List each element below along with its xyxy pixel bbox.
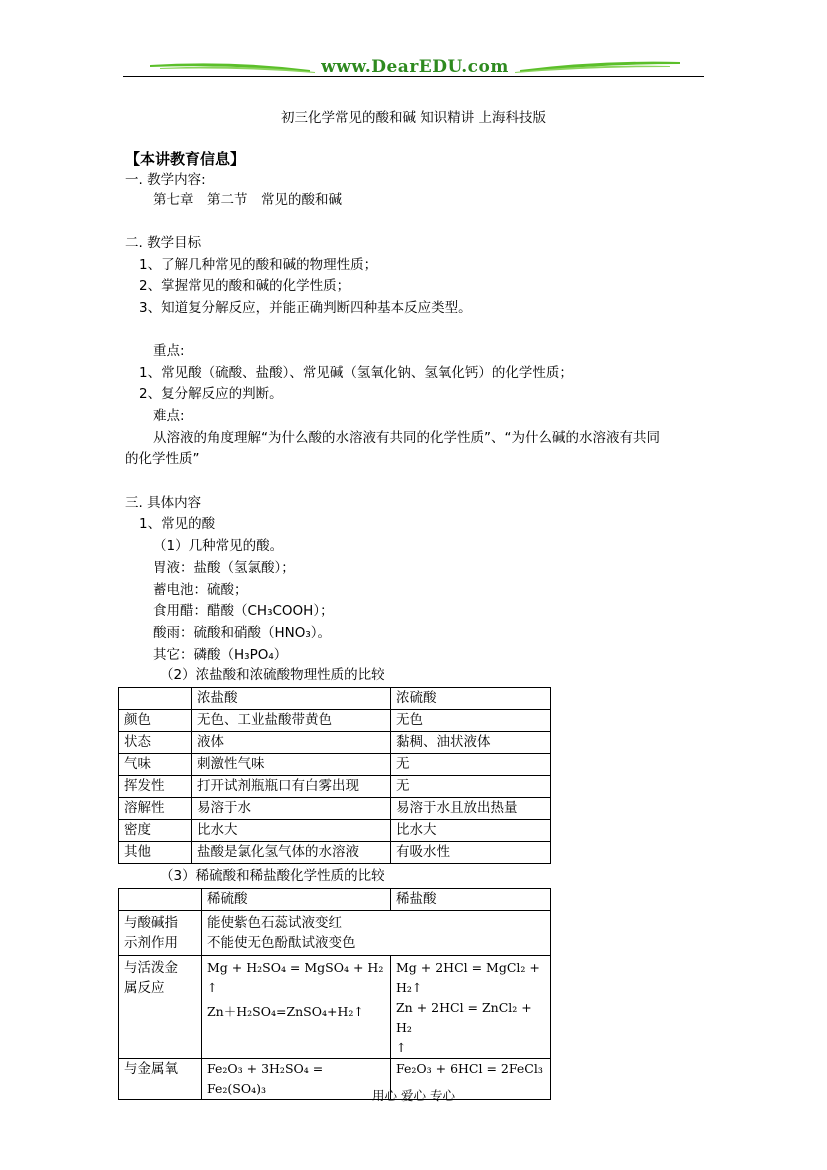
row-label: 与酸碱指 bbox=[124, 915, 178, 931]
key-point-1: 1、常见酸（硫酸、盐酸）、常见碱（氢氧化钠、氢氧化钙）的化学性质； bbox=[139, 365, 573, 381]
table-row bbox=[119, 732, 551, 754]
table-cell: 液体 bbox=[192, 732, 391, 754]
goal-1: 1、了解几种常见的酸和碱的物理性质； bbox=[139, 257, 378, 273]
acid-line-2: 蓄电池：硫酸； bbox=[153, 582, 248, 598]
equation: Zn + 2HCl = ZnCl₂ + H₂ bbox=[396, 1000, 532, 1035]
page-footer: 用心 爱心 专心 bbox=[372, 1088, 455, 1103]
item-3: （3）稀硫酸和稀盐酸化学性质的比较 bbox=[160, 868, 385, 884]
table-cell bbox=[119, 889, 202, 911]
s1-heading: 一. 教学内容: bbox=[125, 172, 206, 188]
table-cell: 打开试剂瓶瓶口有白雾出现 bbox=[192, 776, 391, 798]
chemical-properties-table bbox=[118, 888, 551, 1100]
key-point-2: 2、复分解反应的判断。 bbox=[139, 386, 283, 402]
site-name: www.DearEDU.com bbox=[321, 57, 509, 77]
table-cell: 无 bbox=[391, 754, 551, 776]
section-title: 【本讲教育信息】 bbox=[125, 150, 246, 168]
table-header-row bbox=[119, 688, 551, 710]
table-row bbox=[119, 842, 551, 864]
row-label: 示剂作用 bbox=[124, 935, 178, 951]
table-cell: 黏稠、油状液体 bbox=[391, 732, 551, 754]
table-cell: 挥发性 bbox=[119, 776, 192, 798]
acid-line-5: 其它：磷酸（H₃PO₄） bbox=[153, 647, 288, 663]
table-cell: 有吸水性 bbox=[391, 842, 551, 864]
row-label: 属反应 bbox=[124, 980, 165, 996]
table-cell: 溶解性 bbox=[119, 798, 192, 820]
table-cell: 稀硫酸 bbox=[202, 889, 391, 911]
table-cell: 盐酸是氯化氢气体的水溶液 bbox=[192, 842, 391, 864]
table-cell bbox=[119, 911, 202, 956]
table-cell bbox=[119, 688, 192, 710]
equation: Mg + 2HCl = MgCl₂ + bbox=[396, 960, 540, 975]
table-cell: 比水大 bbox=[192, 820, 391, 842]
table-cell bbox=[119, 956, 202, 1059]
table-cell: 状态 bbox=[119, 732, 192, 754]
table-cell: 气味 bbox=[119, 754, 192, 776]
physical-properties-table bbox=[118, 687, 551, 864]
table-cell: Fe₂O₃ + 3H₂SO₄ = Fe₂(SO₄)₃ bbox=[202, 1059, 391, 1100]
document-title: 初三化学常见的酸和碱 知识精讲 上海科技版 bbox=[280, 110, 547, 126]
site-banner bbox=[150, 56, 680, 78]
indicator-text: 能使紫色石蕊试液变红 bbox=[207, 915, 342, 931]
table-cell: 无 bbox=[391, 776, 551, 798]
table-row bbox=[119, 956, 551, 1059]
table-cell: 其他 bbox=[119, 842, 192, 864]
table-cell: 易溶于水 bbox=[192, 798, 391, 820]
table-cell: 与金属氧 bbox=[119, 1059, 202, 1100]
table-cell: 浓硫酸 bbox=[391, 688, 551, 710]
table-cell: 易溶于水且放出热量 bbox=[391, 798, 551, 820]
item-2: （2）浓盐酸和浓硫酸物理性质的比较 bbox=[160, 667, 385, 683]
table-cell: 浓盐酸 bbox=[192, 688, 391, 710]
table-cell: 无色、工业盐酸带黄色 bbox=[192, 710, 391, 732]
key-points-label: 重点: bbox=[153, 343, 185, 359]
table-cell bbox=[202, 911, 551, 956]
table-cell: 刺激性气味 bbox=[192, 754, 391, 776]
table-header-row bbox=[119, 889, 551, 911]
table-cell: 比水大 bbox=[391, 820, 551, 842]
item-1: （1）几种常见的酸。 bbox=[153, 538, 284, 554]
table-row bbox=[119, 710, 551, 732]
equation: H₂↑ bbox=[396, 980, 423, 995]
difficulty-line-1: 从溶液的角度理解“为什么酸的水溶液有共同的化学性质”、“为什么碱的水溶液有共同 bbox=[153, 430, 660, 446]
table-row bbox=[119, 754, 551, 776]
acid-line-1: 胃液：盐酸（氢氯酸）； bbox=[153, 560, 295, 576]
table-row bbox=[119, 776, 551, 798]
common-acids-heading: 1、常见的酸 bbox=[139, 516, 216, 532]
table-cell: 稀盐酸 bbox=[391, 889, 551, 911]
equation: ↑ bbox=[396, 1040, 407, 1055]
acid-line-3: 食用醋：醋酸（CH₃COOH）； bbox=[153, 603, 334, 619]
table-row bbox=[119, 820, 551, 842]
header-rule bbox=[123, 76, 704, 77]
table-row bbox=[119, 911, 551, 956]
s1-body: 第七章 第二节 常见的酸和碱 bbox=[153, 192, 342, 208]
table-cell: 无色 bbox=[391, 710, 551, 732]
equation: Zn＋H₂SO₄=ZnSO₄+H₂↑ bbox=[207, 1004, 364, 1019]
goal-3: 3、知道复分解反应，并能正确判断四种基本反应类型。 bbox=[139, 300, 472, 316]
goal-2: 2、掌握常见的酸和碱的化学性质； bbox=[139, 278, 351, 294]
table-cell bbox=[202, 956, 391, 1059]
table-cell bbox=[391, 956, 551, 1059]
equation: ↑ bbox=[207, 980, 218, 995]
row-label: 与活泼金 bbox=[124, 960, 178, 976]
indicator-text: 不能使无色酚酞试液变色 bbox=[207, 935, 356, 951]
table-cell: 颜色 bbox=[119, 710, 192, 732]
difficulty-label: 难点: bbox=[153, 408, 185, 424]
difficulty-line-2: 的化学性质” bbox=[125, 451, 200, 467]
table-cell: 密度 bbox=[119, 820, 192, 842]
s3-heading: 三. 具体内容 bbox=[125, 495, 202, 511]
table-row bbox=[119, 798, 551, 820]
acid-line-4: 酸雨：硫酸和硝酸（HNO₃）。 bbox=[153, 625, 332, 641]
equation: Mg + H₂SO₄ = MgSO₄ + H₂ bbox=[207, 960, 384, 975]
s2-heading: 二. 教学目标 bbox=[125, 235, 202, 251]
table-cell: Fe₂O₃ + 6HCl = 2FeCl₃ bbox=[391, 1059, 551, 1100]
